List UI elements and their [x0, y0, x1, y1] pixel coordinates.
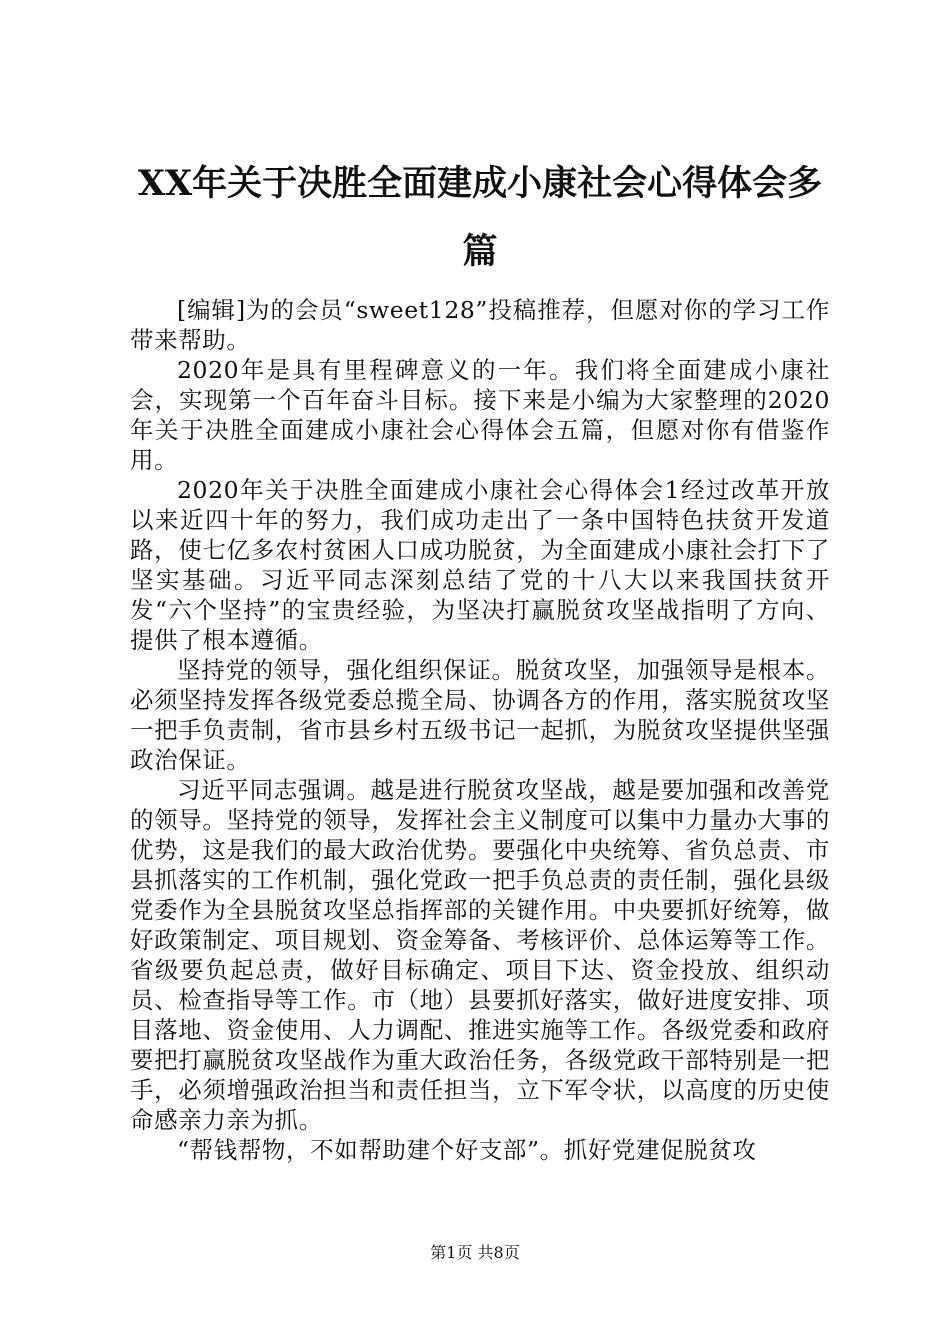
paragraph: 习近平同志强调。越是进行脱贫攻坚战，越是要加强和改善党的领导。坚持党的领导，发挥社会主义制度可以集中力量办大事的优势，这是我们的最大政治优势。要强化中央统筹、省负总责、市县抓落实的工作机制，强化党政一把手负总责的责任制，强化县级党委作为全县脱贫攻坚总指挥部的关键作用。中央要抓好统筹，做好政策制定、项目规划、资金筹备、考核评价、总体运筹等工作。省级要负起总责，做好目标确定、项目下达、资金投放、组织动员、检查指导等工作。市（地）县要抓好落实，做好进度安排、项目落地、资金使用、人力调配、推进实施等工作。各级党委和政府要把打赢脱贫攻坚战作为重大政治任务，各级党政干部特别是一把手，必须增强政治担当和责任担当，立下军令状，以高度的历史使命感亲力亲为抓。 [130, 776, 830, 1134]
paragraph: 2020年关于决胜全面建成小康社会心得体会1经过改革开放以来近四十年的努力，我们成功走出了一条中国特色扶贫开发道路，使七亿多农村贫困人口成功脱贫，为全面建成小康社会打下了坚实基础。习近平同志深刻总结了党的十八大以来我国扶贫开发“六个坚持”的宝贵经验，为坚决打赢脱贫攻坚战指明了方向、提供了根本遵循。 [130, 476, 830, 654]
paragraph: 2020年是具有里程碑意义的一年。我们将全面建成小康社会，实现第一个百年奋斗目标。接下来是小编为大家整理的2020年关于决胜全面建成小康社会心得体会五篇，但愿对你有借鉴作用。 [130, 356, 830, 474]
page-number-footer: 第1页 共8页 [430, 1243, 520, 1262]
document-body [130, 295, 830, 1165]
document-title: XX年关于决胜全面建成小康社会心得体会多篇 [137, 163, 823, 272]
paragraph: “帮钱帮物，不如帮助建个好支部”。抓好党建促脱贫攻 [177, 1136, 757, 1164]
paragraph: [编辑]为的会员“sweet128”投稿推荐，但愿对你的学习工作带来帮助。 [130, 296, 830, 354]
paragraph: 坚持党的领导，强化组织保证。脱贫攻坚，加强领导是根本。必须坚持发挥各级党委总揽全局、协调各方的作用，落实脱贫攻坚一把手负责制，省市县乡村五级书记一起抓，为脱贫攻坚提供坚强政治保证。 [130, 656, 830, 774]
